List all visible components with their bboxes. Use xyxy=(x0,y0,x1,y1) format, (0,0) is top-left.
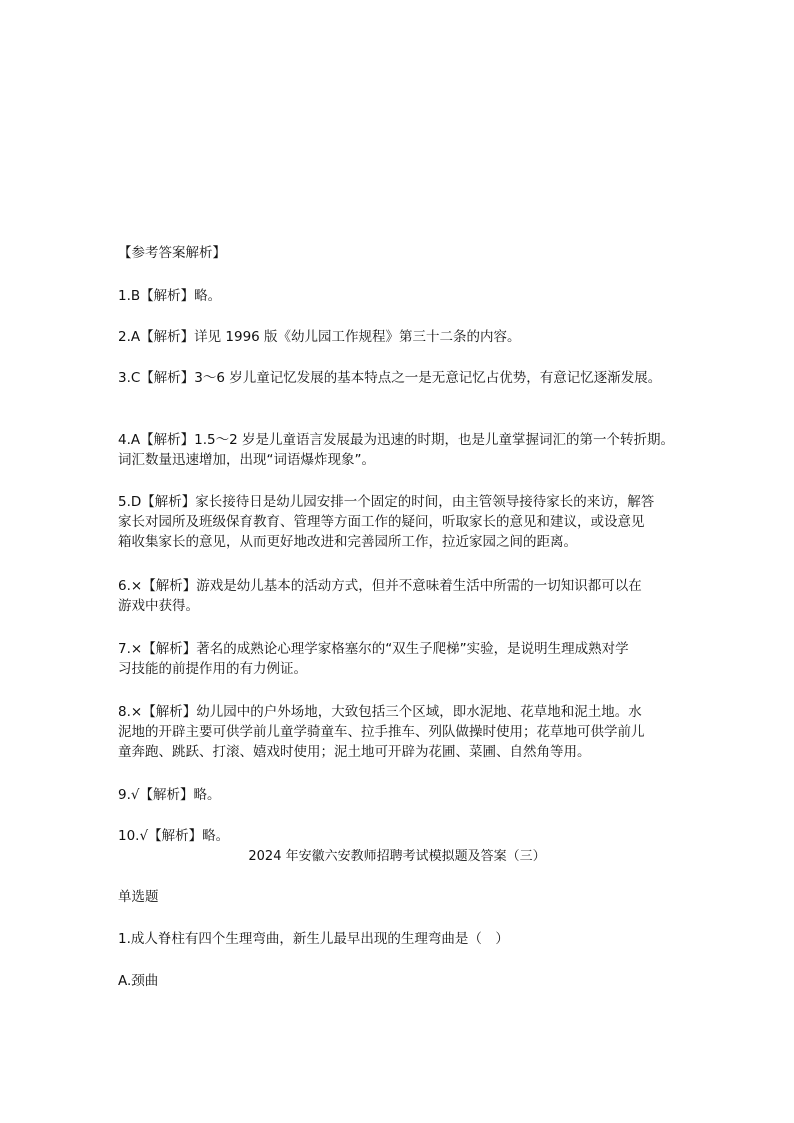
answer-line: 6.×【解析】游戏是幼儿基本的活动方式，但并不意味着生活中所需的一切知识都可以在 xyxy=(118,578,642,594)
answer-1 xyxy=(118,286,683,306)
question-1: 1.成人脊柱有四个生理弯曲，新生儿最早出现的生理弯曲是（ ） xyxy=(118,931,509,947)
answer-8 xyxy=(118,702,683,762)
answer-line: 泥地的开辟主要可供学前儿童学骑童车、拉手推车、列队做操时使用；花草地可供学前儿 xyxy=(118,724,645,740)
answer-line: 童奔跑、跳跃、打滚、嬉戏时使用；泥土地可开辟为花圃、菜圃、自然角等用。 xyxy=(118,744,591,760)
answer-6 xyxy=(118,576,683,616)
answer-line: 7.×【解析】著名的成熟论心理学家格塞尔的“双生子爬梯”实验，是说明生理成熟对学 xyxy=(118,641,629,657)
answer-2 xyxy=(118,327,683,347)
answer-line: 游戏中获得。 xyxy=(118,598,199,614)
answer-4 xyxy=(118,430,683,470)
answer-line: 4.A【解析】1.5～2 岁是儿童语言发展最为迅速的时期，也是儿童掌握词汇的第一个转折期。 xyxy=(118,432,674,448)
option-a: A.颈曲 xyxy=(118,973,159,989)
answer-line: 8.×【解析】幼儿园中的户外场地，大致包括三个区域，即水泥地、花草地和泥土地。水 xyxy=(118,704,642,720)
answer-line: 箱收集家长的意见，从而更好地改进和完善园所工作，拉近家园之间的距离。 xyxy=(118,534,577,550)
section-header: 【参考答案解析】 xyxy=(118,245,226,261)
answer-line: 10.√【解析】略。 xyxy=(118,828,230,844)
answer-line: 5.D【解析】家长接待日是幼儿园安排一个固定的时间，由主管领导接待家长的来访，解答 xyxy=(118,494,655,510)
question-type: 单选题 xyxy=(118,889,159,905)
answer-line: 家长对园所及班级保育教育、管理等方面工作的疑问，听取家长的意见和建议，或设意见 xyxy=(118,514,645,530)
answer-line: 习技能的前提作用的有力例证。 xyxy=(118,661,307,677)
answer-3 xyxy=(118,368,683,388)
answer-line: 1.B【解析】略。 xyxy=(118,288,222,304)
answer-line: 2.A【解析】详见 1996 版《幼儿园工作规程》第三十二条的内容。 xyxy=(118,329,521,345)
answer-line: 词汇数量迅速增加，出现“词语爆炸现象”。 xyxy=(118,452,375,468)
exam-title: 2024 年安徽六安教师招聘考试模拟题及答案（三） xyxy=(248,849,546,864)
answer-line: 9.√【解析】略。 xyxy=(118,787,221,803)
answer-7 xyxy=(118,639,683,679)
answer-9 xyxy=(118,785,683,805)
answer-line: 3.C【解析】3～6 岁儿童记忆发展的基本特点之一是无意记忆占优势，有意记忆逐渐发展。 xyxy=(118,370,662,386)
answer-5 xyxy=(118,492,683,552)
answer-10 xyxy=(118,826,683,846)
